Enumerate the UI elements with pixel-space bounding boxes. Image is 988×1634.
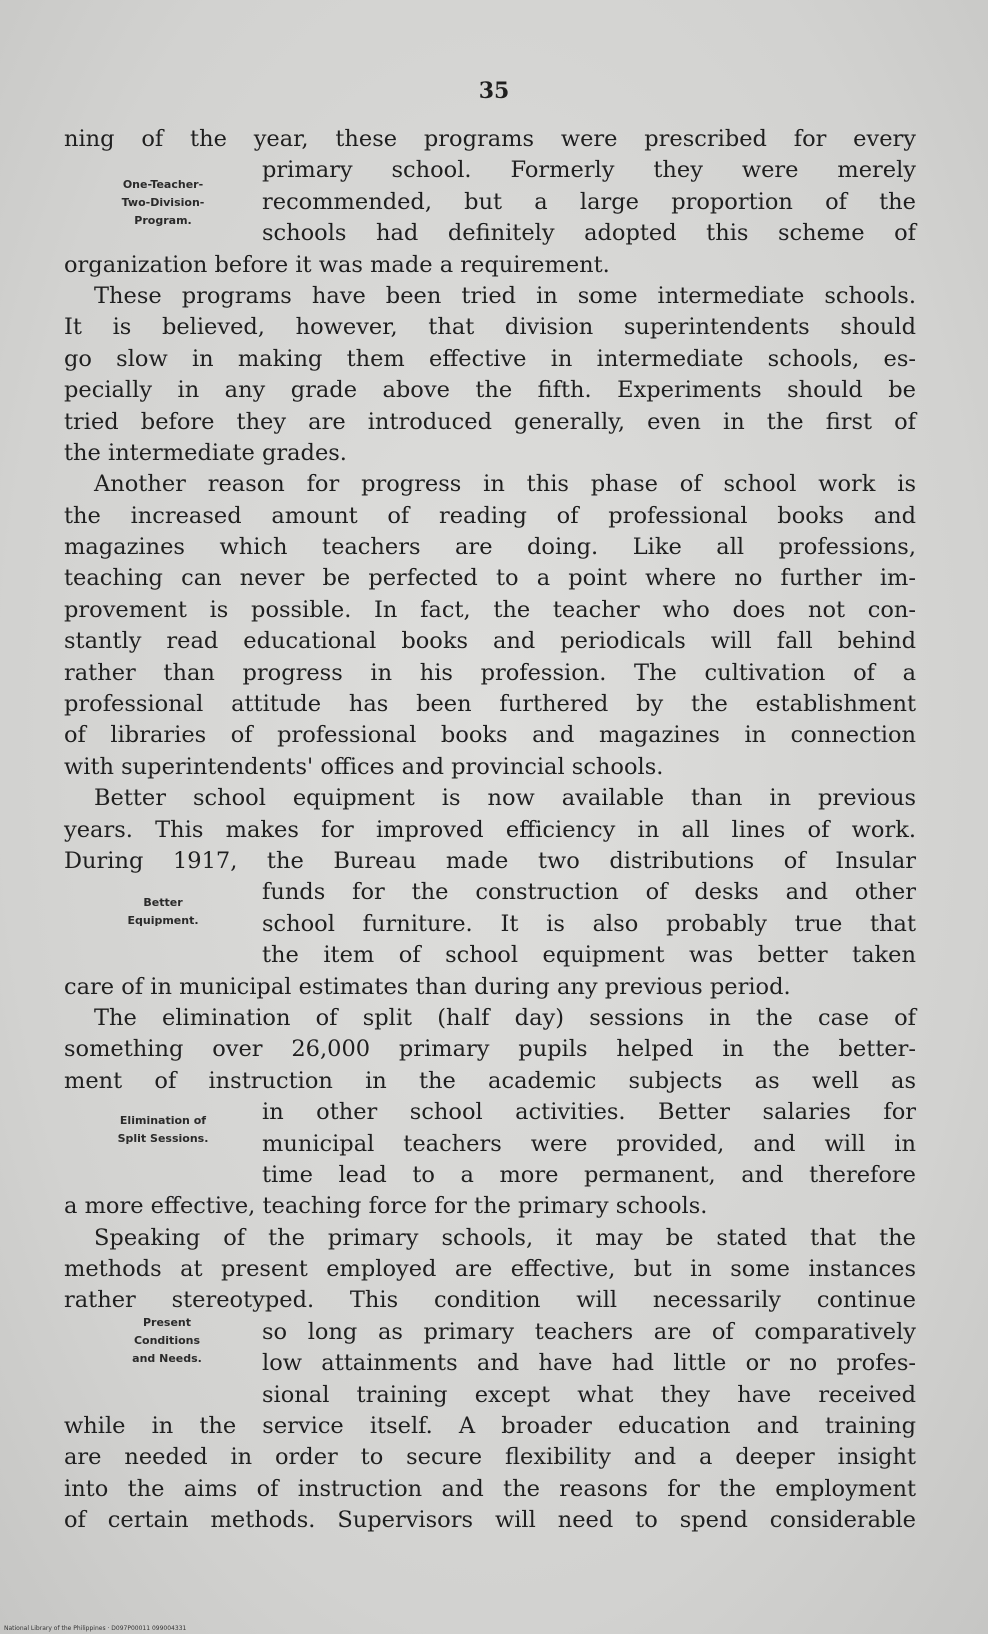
text-line: Another reason for progress in this phase of school work is [94,471,916,498]
sidenote-line: One-Teacher- [122,178,204,191]
text-line: stantly read educational books and periodicals will fall behind [64,628,916,655]
sidenote-line: Elimination of [119,1114,207,1127]
sidenote-line: Program. [134,214,192,227]
text-line: the item of school equipment was better taken [262,942,916,969]
sidenote-line: Conditions [133,1334,201,1347]
text-line: tried before they are introduced generally, even in the first of [64,408,916,435]
text-line: ning of the year, these programs were prescribed for every [64,126,916,152]
text-line: rather than progress in his profession. The cultivation of a [64,659,916,686]
text-line: recommended, but a large proportion of the [262,188,916,215]
text-line: are needed in order to secure flexibility and a deeper insight [64,1444,916,1471]
text-line: go slow in making them effective in intermediate schools, es- [64,345,916,372]
text-line: Better school equipment is now available than in previous [94,785,916,812]
text-line: teaching can never be perfected to a point where no further im- [64,565,916,592]
text-line: professional attitude has been furthered by the establishment [64,691,916,718]
text-line: of libraries of professional books and magazines in connection [64,722,916,749]
text-line: time lead to a more permanent, and therefore [262,1161,916,1188]
text-line: sional training except what they have received [262,1381,916,1408]
sidenote-line: Two-Division- [121,196,205,209]
text-line: schools had definitely adopted this scheme of [262,220,916,247]
text-line: into the aims of instruction and the reasons for the employment [64,1475,916,1502]
sidenote-line: and Needs. [132,1352,202,1365]
sidenote-line: Present [142,1316,192,1329]
text-line: a more effective, teaching force for the primary schools. [64,1193,708,1220]
text-line: ment of instruction in the academic subjects as well as [64,1067,916,1094]
text-line: care of in municipal estimates than during any previous period. [64,973,791,1000]
text-line: It is believed, however, that division superintendents should [64,314,916,341]
sidenote-line: Equipment. [127,914,199,927]
scan-footer: National Library of the Philippines · D097P00011 099004331 [4,1625,187,1632]
text-line: Speaking of the primary schools, it may be stated that the [94,1224,916,1251]
sidenote-one-teacher-program [88,176,238,230]
text-line: years. This makes for improved efficiency in all lines of work. [64,816,916,843]
sidenote-split-sessions [88,1112,238,1148]
sidenote-present-conditions [92,1314,242,1368]
sidenote-better-equipment [88,894,238,930]
text-line: municipal teachers were provided, and will in [262,1130,916,1157]
text-line: low attainments and have had little or no profes- [262,1350,916,1377]
sidenote-line: Split Sessions. [117,1132,209,1145]
text-line: something over 26,000 primary pupils helped in the better- [64,1036,916,1063]
text-line: so long as primary teachers are of comparatively [262,1318,916,1345]
text-line: provement is possible. In fact, the teacher who does not con- [64,596,916,623]
text-line: organization before it was made a requirement. [64,251,610,278]
text-line: the increased amount of reading of professional books and [64,502,916,529]
text-line: primary school. Formerly they were merely [262,157,916,184]
text-line: These programs have been tried in some intermediate schools. [94,282,916,309]
text-line: funds for the construction of desks and other [262,879,916,906]
text-line: During 1917, the Bureau made two distributions of Insular [64,847,916,874]
text-line: rather stereotyped. This condition will necessarily continue [64,1287,916,1314]
text-line: the intermediate grades. [64,439,347,466]
sidenote-line: Better [143,896,183,909]
text-line: methods at present employed are effective, but in some instances [64,1256,916,1283]
text-line: pecially in any grade above the fifth. Experiments should be [64,377,916,404]
page-number: 35 [478,78,510,104]
text-line: in other school activities. Better salaries for [262,1099,916,1126]
text-line: The elimination of split (half day) sessions in the case of [94,1004,916,1031]
text-line: with superintendents' offices and provincial schools. [64,753,664,780]
text-line: of certain methods. Supervisors will need to spend considerable [64,1507,916,1534]
text-line: school furniture. It is also probably true that [262,910,916,937]
text-line: while in the service itself. A broader education and training [64,1413,916,1440]
text-line: magazines which teachers are doing. Like all professions, [64,534,916,561]
